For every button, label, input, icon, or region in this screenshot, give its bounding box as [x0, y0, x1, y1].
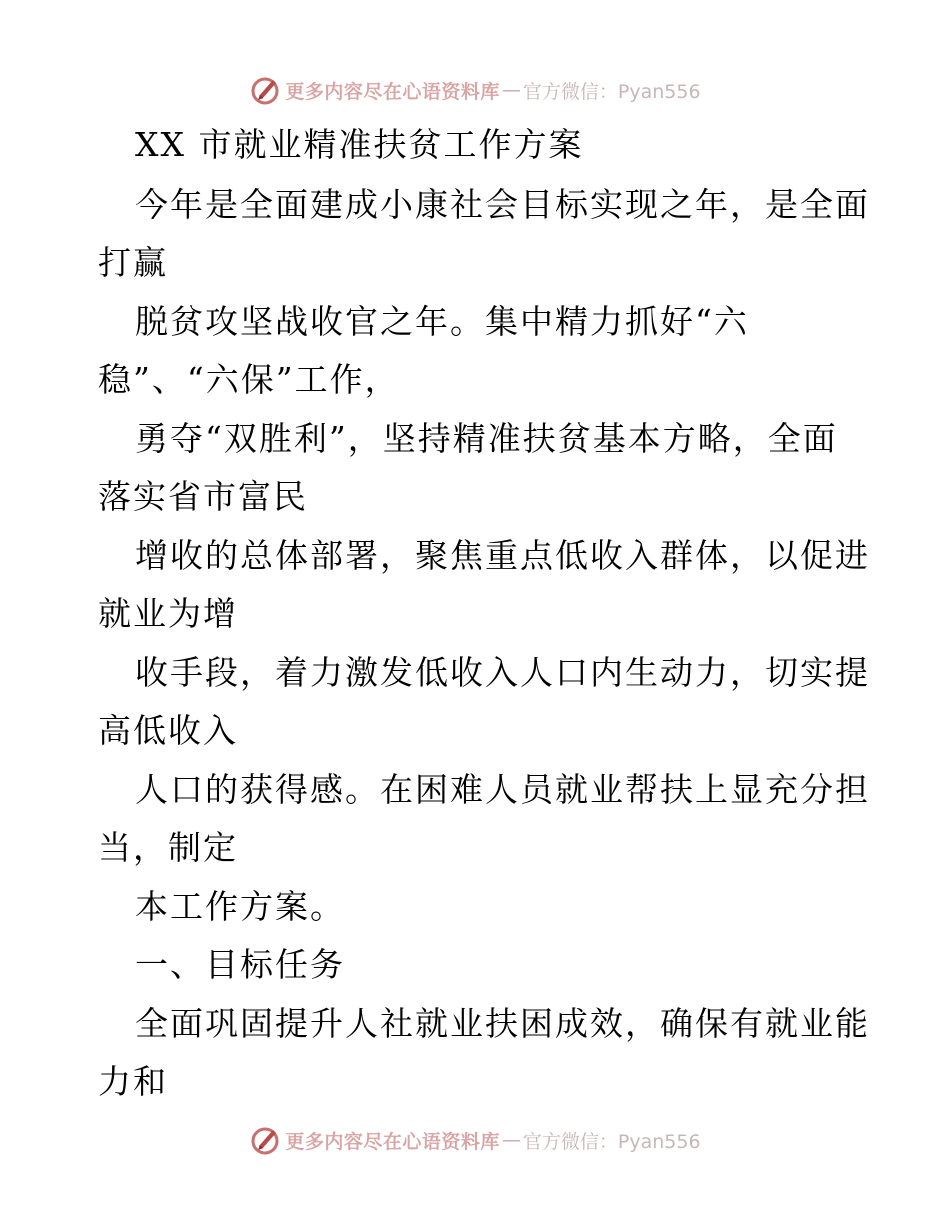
paragraph-line: 就业为增 — [98, 594, 238, 633]
watermark-site-text: 更多内容尽在心语资料库 — [285, 80, 500, 103]
footer-watermark — [0, 1120, 950, 1160]
watermark-wechat-text: 官方微信：Pyan556 — [522, 80, 701, 103]
paragraph-line: 人口的获得感。在困难人员就业帮扶上显充分担 — [135, 770, 870, 809]
paragraph-line: 收手段，着力激发低收入人口内生动力，切实提 — [135, 653, 870, 692]
watermark-wechat-text: 官方微信：Pyan556 — [522, 1130, 701, 1153]
paragraph-line: 脱贫攻坚战收官之年。集中精力抓好“六 — [135, 302, 749, 341]
paragraph-line: 落实省市富民 — [98, 477, 308, 516]
paragraph-line: 高低收入 — [98, 711, 238, 750]
paragraph-line: 勇夺“双胜利”，坚持精准扶贫基本方略，全面 — [135, 419, 838, 458]
watermark-dash: — — [501, 79, 521, 101]
paragraph-line: 今年是全面建成小康社会目标实现之年，是全面 — [135, 185, 870, 224]
paragraph-line: 全面巩固提升人社就业扶困成效，确保有就业能 — [135, 1004, 870, 1043]
paragraph-line: 打赢 — [98, 243, 168, 282]
paragraph-line: 本工作方案。 — [135, 887, 345, 926]
watermark-site-text: 更多内容尽在心语资料库 — [285, 1130, 500, 1153]
paragraph-line: 稳”、“六保”工作， — [98, 360, 400, 399]
quill-pen-logo-icon — [249, 1124, 281, 1156]
section-heading: 一、目标任务 — [135, 945, 345, 984]
quill-pen-logo-icon — [249, 74, 281, 106]
header-watermark — [0, 70, 950, 110]
paragraph-line: 增收的总体部署，聚焦重点低收入群体，以促进 — [135, 536, 870, 575]
document-title: XX 市就业精准扶贫工作方案 — [135, 125, 584, 164]
watermark-dash: — — [501, 1129, 521, 1151]
paragraph-line: 当，制定 — [98, 828, 238, 867]
paragraph-line: 力和 — [98, 1062, 168, 1101]
